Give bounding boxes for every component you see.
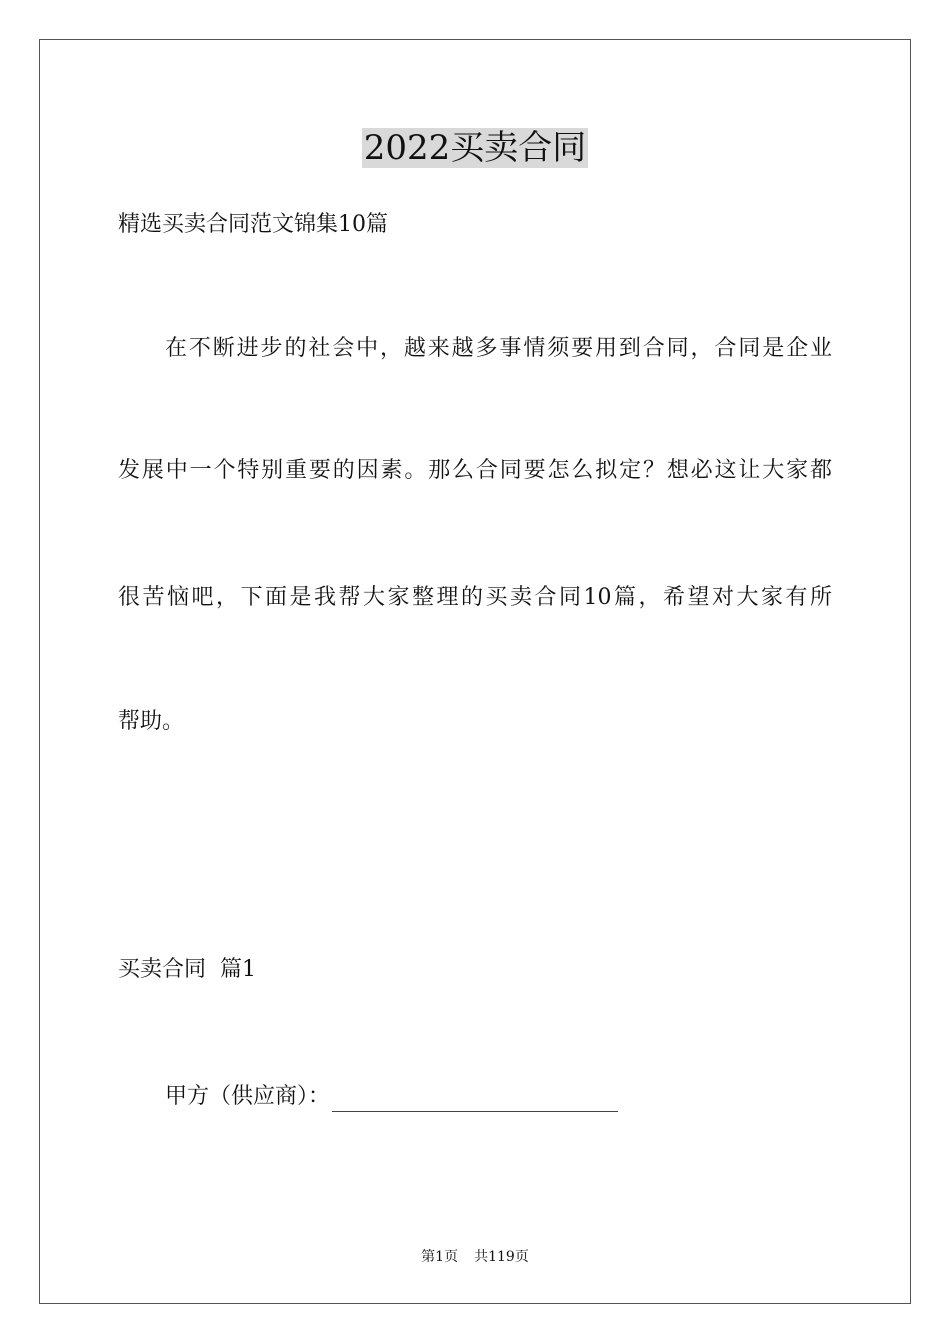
- page-number-current: 第1页: [421, 1249, 459, 1265]
- party-a-row: [165, 1082, 832, 1112]
- document-subtitle: 精选买卖合同范文锦集10篇: [118, 212, 388, 237]
- party-a-label: 甲方（供应商）：: [165, 1084, 331, 1109]
- section-heading: 买卖合同 篇1: [118, 957, 256, 982]
- document-title: [0, 126, 950, 170]
- intro-line-1: 在不断进步的社会中，越来越多事情须要用到合同，合同是企业: [165, 336, 832, 361]
- page-footer: [0, 1247, 950, 1267]
- page-number-total: 共119页: [474, 1249, 529, 1265]
- party-a-blank-field: [332, 1089, 618, 1112]
- intro-line-3: 很苦恼吧，下面是我帮大家整理的买卖合同10篇，希望对大家有所: [118, 585, 832, 610]
- intro-line-4: 帮助。: [118, 709, 185, 734]
- intro-line-2: 发展中一个特别重要的因素。那么合同要怎么拟定？想必这让大家都: [118, 458, 832, 483]
- document-title-text: 2022买卖合同: [363, 128, 587, 168]
